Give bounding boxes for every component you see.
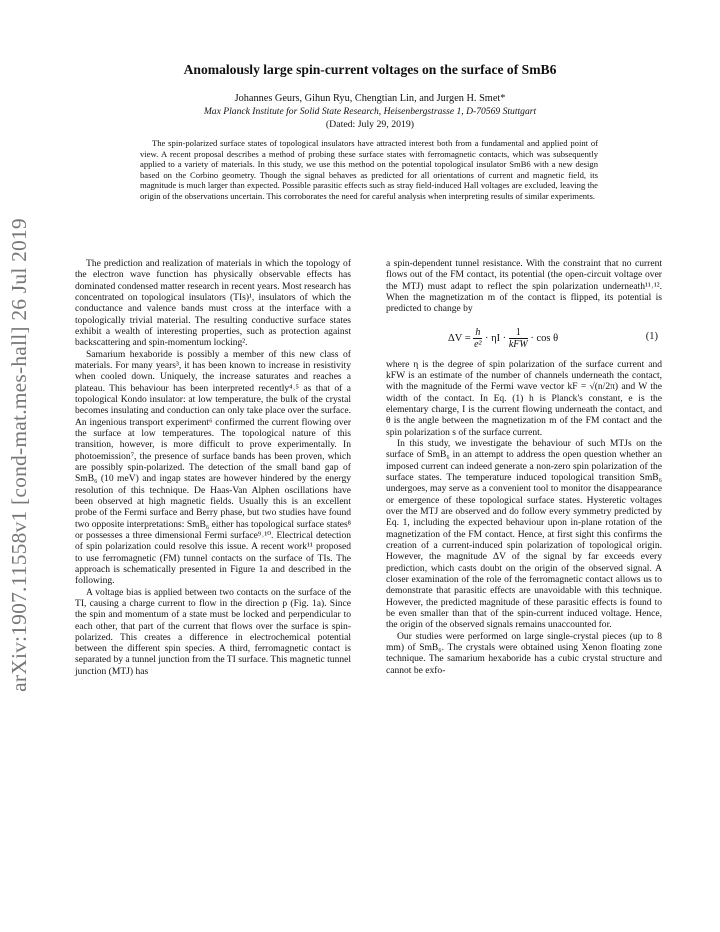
eq-fraction-h-e2 bbox=[473, 327, 482, 350]
equation-number: (1) bbox=[645, 330, 658, 342]
paragraph-tunnel-resistance: a spin-dependent tunnel resistance. With the constraint that no current flows out of the FM contact, its potential (the open-circuit voltage over the MTJ) must adapt to reflect the spin polarization underneath¹¹˒¹². When the magnetization m of the contact is flipped, its potential is predicted to change by bbox=[386, 258, 662, 315]
equation-1 bbox=[386, 319, 662, 355]
eq-cos: · cos θ bbox=[530, 332, 559, 344]
arxiv-identifier: arXiv:1907.11558v1 [cond-mat.mes-hall] 26 Jul 2019 bbox=[7, 218, 31, 692]
paragraph-smb6: Samarium hexaboride is possibly a member of this new class of materials. For many years³, it has been known to increase in resistivity when cooled down. Uniquely, the increase saturates and reaches a plateau. This behaviour has been interpreted recently⁴˒⁵ as that of a topological Kondo insulator: at low temperature, the bulk of the crystal becomes insulating and conduction can only take place over the surface. An ingenious transport experiment⁶ confirmed the current flowing over the surface at low temperatures. The topological nature of this transition, however, is more difficult to prove experimentally. In photoemission⁷, the presence of surface bands has been proven, which are possibly spin-polarized. The detection of the small band gap of SmB₆ (10 meV) and ingap states are however hindered by the energy resolution of this technique. De Haas-Van Alphen oscillations have been observed at high magnetic fields. Usually this is an excellent probe of the Fermi surface and Berry phase, but two studies have found two opposite interpretations: SmB₆ either has topological surface states⁸ or possesses a three dimensional Fermi surface⁹˒¹⁰. Electrical detection of spin polarization could resolve this issue. A recent work¹¹ proposed to use ferromagnetic (FM) tunnel contacts on the surface of TIs. The approach is schematically presented in Figure 1a and described in the following. bbox=[75, 348, 351, 587]
paragraph-voltage-bias: A voltage bias is applied between two contacts on the surface of the TI, causing a charge current to flow in the direction p (Fig. 1a). Since the spin and momentum of a state must be locked and perpendicular to each other, that part of the current that flows over the surface is spin-polarized. This creates a difference in electrochemical potential between the different spin species. A third, ferromagnetic contact is separated by a tunnel junction from the TI surface. This magnetic tunnel junction (MTJ) has bbox=[75, 586, 351, 677]
eq-h: h bbox=[475, 326, 481, 338]
eq-lhs: ΔV = bbox=[448, 332, 471, 344]
paragraph-symbols: where η is the degree of spin polarization of the surface current and kFW is an estimate of the number of channels underneath the contact, with the magnitude of the Fermi wave vector kF = √(n/2π) and W the width of the contact. In Eq. (1) h is Planck's constant, e is the elementary charge, I is the current flowing underneath the contact, and θ is the angle between the magnetization m of the FM contact and the spin polarization s of the surface current. bbox=[386, 358, 662, 438]
eq-fraction-kfw bbox=[509, 327, 528, 350]
eq-e2: e² bbox=[474, 338, 482, 350]
eq-middle: · ηI · bbox=[484, 332, 507, 344]
abstract: The spin-polarized surface states of topological insulators have attracted interest both from a fundamental and applied point of view. A recent proposal describes a method of probing these surface states with ferromagnetic contacts, which was subsequently applied to a variety of materials. In this study, we use this method on the potential topological insulator SmB6 with a new design based on the Corbino geometry. Though the signal behaves as predicted for all orientations of current and magnetic field, its magnitude is much larger than expected. Possible parasitic effects such as stray field-induced Hall voltages are excluded, leaving the origin of the observations uncertain. This corroborates the need for careful analysis when interpreting results of similar experiments. bbox=[140, 138, 598, 201]
eq-one: 1 bbox=[509, 327, 528, 339]
author-list: Johannes Geurs, Gihun Ryu, Chengtian Lin, and Jurgen H. Smet* bbox=[234, 93, 506, 104]
paragraph-this-study: In this study, we investigate the behaviour of such MTJs on the surface of SmB₆ in an attempt to address the open question whether an imposed current can indeed generate a non-zero spin polarization of the surface states. The temperature induced topological transition SmB₆ undergoes, may serve as a convenient tool to monitor the disappearance or emergence of these topological surface states. Hysteretic voltages over the MTJ are observed and do follow every symmetry predicted by Eq. 1, including the expected behaviour upon in-plane rotation of the magnetization of the FM contact. Hence, at first sight this confirms the creation of a current-induced spin polarization of topological origin. However, the magnitude ΔV of the signal by far exceeds every prediction, which casts doubt on the origin of the observed signal. A closer examination of the role of the ferromagnetic contact allows us to demonstrate that parasitic effects are unavoidable with this technique. However, the predicted magnitude of these parasitic effects is found to be even smaller than that of the spin-current induced voltage. Hence, the origin of the observed signals remains unaccounted for. bbox=[386, 437, 662, 631]
right-column bbox=[386, 258, 662, 676]
paragraph-samples: Our studies were performed on large single-crystal pieces (up to 8 mm) of SmB₆. The crystals were obtained using Xenon floating zone technique. The samarium hexaboride has a cubic crystal structure and cannot be exfo- bbox=[386, 630, 662, 676]
eq-kfw: kFW bbox=[508, 338, 528, 350]
paragraph-intro: The prediction and realization of materials in which the topology of the electron wave function has physically observable effects has dominated condensed matter research in recent years. Most research has concentrated on topological insulators (TIs)¹, insulators of which the conductance and valence bands must cross at the interface with a topologically trivial material. The resulting conductive surface states exhibit a wealth of interesting properties, such as protection against backscattering and spin-momentum locking². bbox=[75, 258, 351, 349]
date-line: (Dated: July 29, 2019) bbox=[325, 119, 415, 130]
left-column bbox=[75, 258, 351, 677]
affiliation: Max Planck Institute for Solid State Research, Heisenbergstrasse 1, D-70569 Stuttgart bbox=[203, 106, 537, 117]
paper-title: Anomalously large spin-current voltages on the surface of SmB6 bbox=[183, 62, 557, 77]
